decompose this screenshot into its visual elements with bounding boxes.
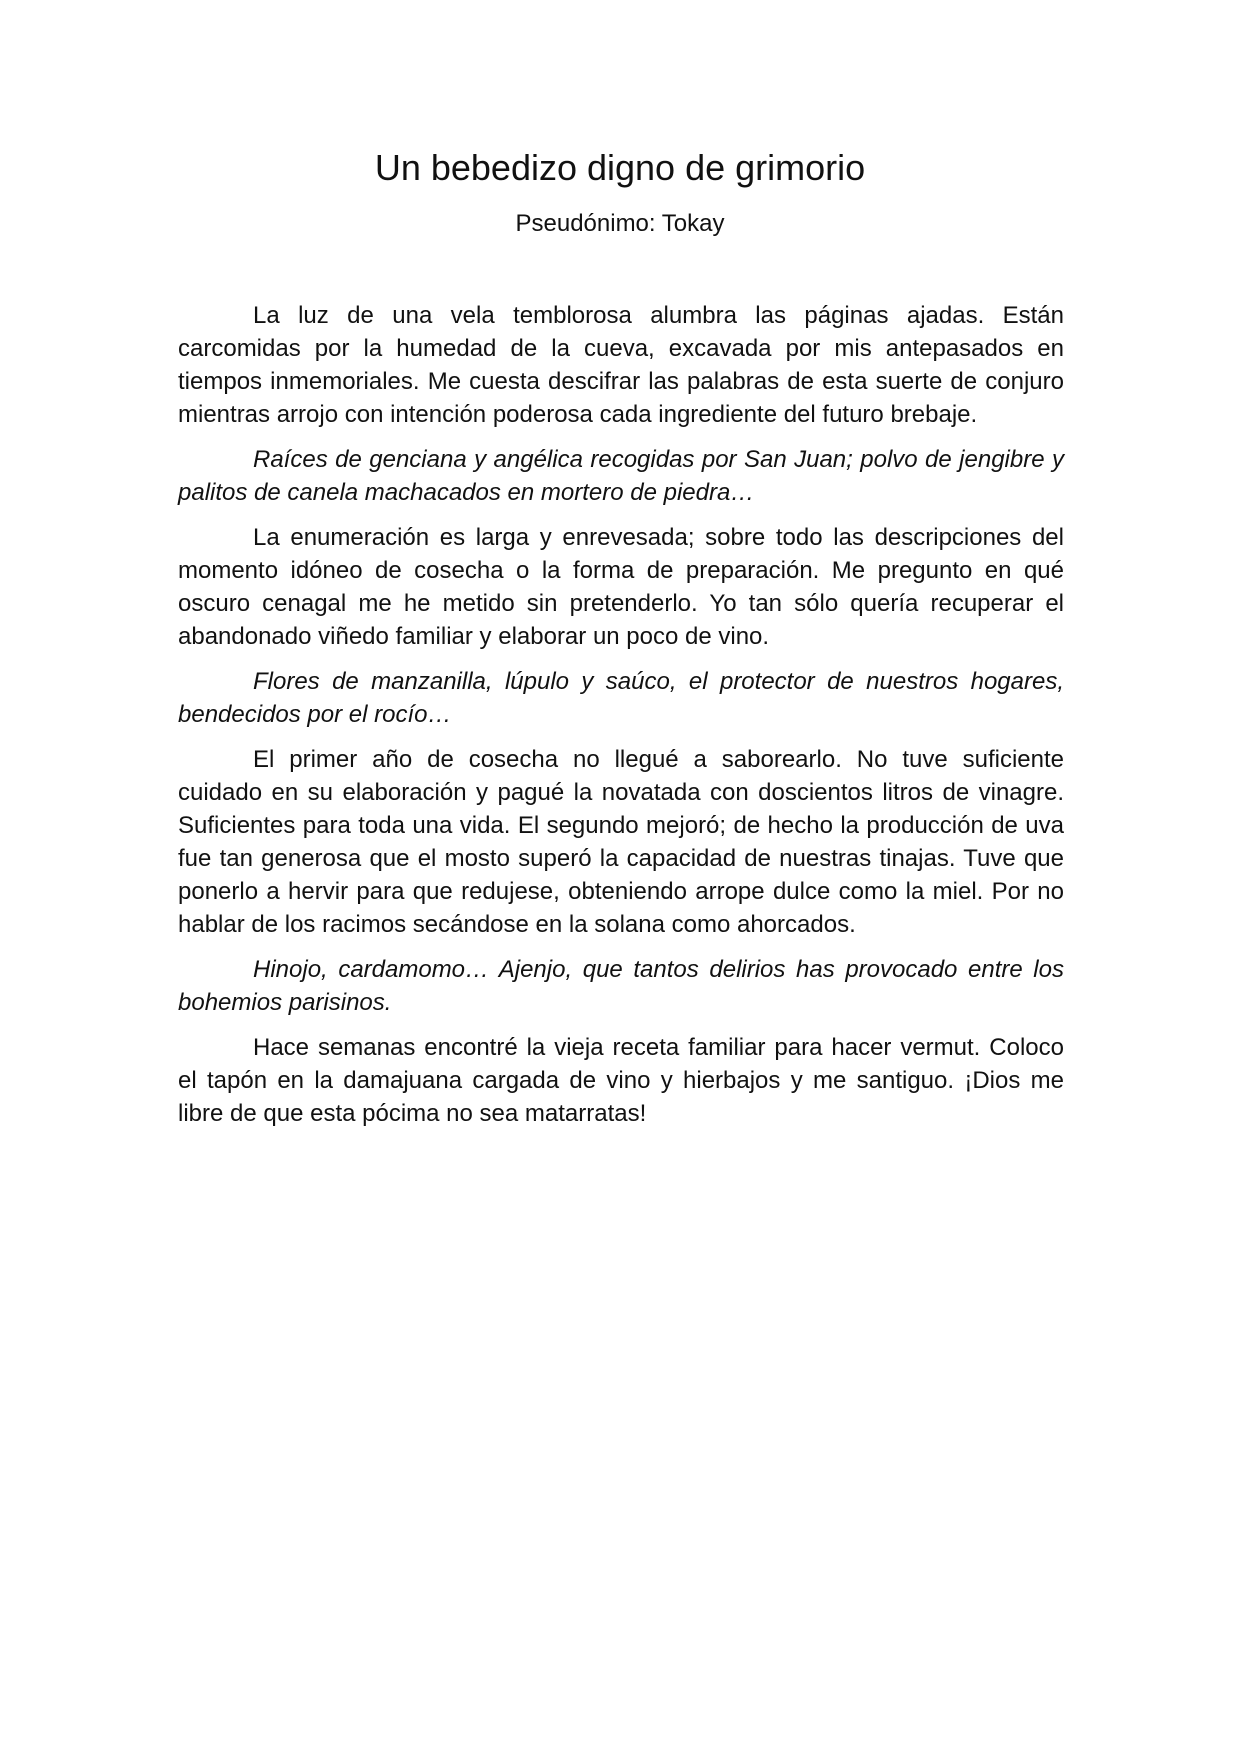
paragraph-6-italic: Hinojo, cardamomo… Ajenjo, que tantos delirios has provocado entre los bohemios parisinos. bbox=[178, 956, 1064, 1016]
paragraph-1: La luz de una vela temblorosa alumbra las páginas ajadas. Están carcomidas por la humedad de la cueva, excavada por mis antepasados en tiempos inmemoriales. Me cuesta descifrar las palabras de esta suerte de conjuro mientras arrojo con intención poderosa cada ingrediente del futuro brebaje. bbox=[178, 302, 1064, 428]
document-title: Un bebedizo digno de grimorio bbox=[374, 147, 866, 188]
paragraph-7: Hace semanas encontré la vieja receta familiar para hacer vermut. Coloco el tapón en la damajuana cargada de vino y hierbajos y me santiguo. ¡Dios me libre de que esta pócima no sea matarratas! bbox=[178, 1034, 1064, 1127]
story-body bbox=[178, 299, 1064, 1142]
author-pseudonym: Pseudónimo: Tokay bbox=[515, 210, 725, 237]
paragraph-5: El primer año de cosecha no llegué a saborearlo. No tuve suficiente cuidado en su elaboración y pagué la novatada con doscientos litros de vinagre. Suficientes para toda una vida. El segundo mejoró; de hecho la producción de uva fue tan generosa que el mosto superó la capacidad de nuestras tinajas. Tuve que ponerlo a hervir para que redujese, obteniendo arrope dulce como la miel. Por no hablar de los racimos secándose en la solana como ahorcados. bbox=[178, 746, 1064, 938]
paragraph-2-italic: Raíces de genciana y angélica recogidas por San Juan; polvo de jengibre y palitos de canela machacados en mortero de piedra… bbox=[178, 446, 1064, 506]
paragraph-4-italic: Flores de manzanilla, lúpulo y saúco, el protector de nuestros hogares, bendecidos por el rocío… bbox=[178, 668, 1064, 728]
paragraph-3: La enumeración es larga y enrevesada; sobre todo las descripciones del momento idóneo de cosecha o la forma de preparación. Me pregunto en qué oscuro cenagal me he metido sin pretenderlo. Yo tan sólo quería recuperar el abandonado viñedo familiar y elaborar un poco de vino. bbox=[178, 524, 1064, 650]
